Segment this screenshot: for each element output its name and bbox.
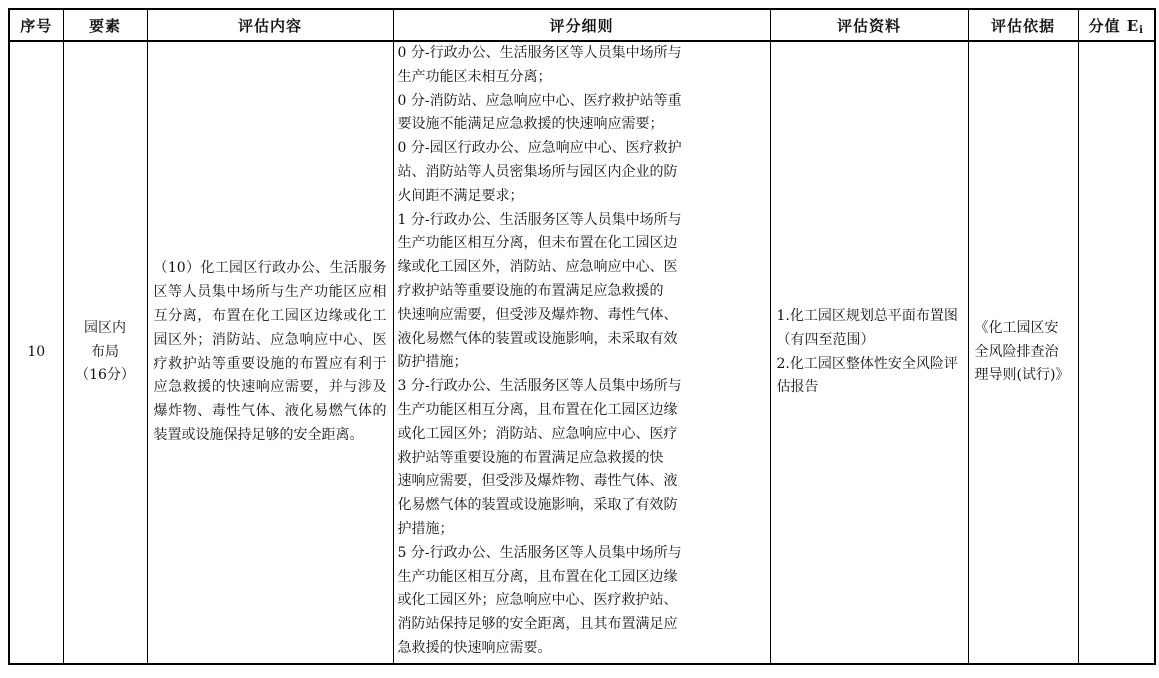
header-element: 要素 <box>63 9 147 41</box>
header-materials: 评估资料 <box>770 9 968 41</box>
header-num: 序号 <box>9 9 63 41</box>
rules-line: 或化工园区外；消防站、应急响应中心、医疗 <box>397 425 678 442</box>
rules-line: 0 分-行政办公、生活服务区等人员集中场所与 <box>397 45 682 61</box>
assessment-table-container <box>8 8 1156 665</box>
rules-line: 速响应需要，但受涉及爆炸物、毒性气体、液 <box>397 473 678 490</box>
rules-line: 救护站等重要设施的布置满足应急救援的快 <box>397 449 664 466</box>
rules-line: 生产功能区相互分离，且布置在化工园区边缘 <box>397 568 678 585</box>
rules-line: 要设施不能满足应急救援的快速响应需要； <box>397 116 664 133</box>
rules-line: 3 分-行政办公、生活服务区等人员集中场所与 <box>397 378 682 395</box>
rules-line: 防护措施； <box>397 354 468 371</box>
rules-line: 缘或化工园区外，消防站、应急响应中心、医 <box>397 259 678 276</box>
rules-line: 生产功能区相互分离，且布置在化工园区边缘 <box>397 401 678 418</box>
element-line-1: 园区内 <box>84 319 126 336</box>
rules-line: 化易燃气体的装置或设施影响，采取了有效防 <box>397 497 678 514</box>
header-row <box>9 9 1155 41</box>
rules-line: 1 分-行政办公、生活服务区等人员集中场所与 <box>397 211 682 228</box>
header-score <box>1078 9 1155 41</box>
header-basis: 评估依据 <box>968 9 1078 41</box>
rules-line: 护措施； <box>397 520 454 537</box>
rules-line: 生产功能区相互分离，但未布置在化工园区边 <box>397 235 678 252</box>
rules-list <box>398 42 766 661</box>
cell-element <box>63 41 147 664</box>
element-line-3: （16分） <box>75 367 135 384</box>
rules-line: 0 分-消防站、应急响应中心、医疗救护站等重 <box>397 92 682 109</box>
assessment-table <box>8 8 1156 665</box>
materials-item-1: 1.化工园区规划总平面布置图（有四至范围） <box>776 307 958 348</box>
rules-line: 5 分-行政办公、生活服务区等人员集中场所与 <box>397 544 682 561</box>
rules-line: 站、消防站等人员密集场所与园区内企业的防 <box>397 163 678 180</box>
rules-line: 火间距不满足要求； <box>397 187 524 204</box>
cell-rules <box>393 41 770 664</box>
rules-line: 急救援的快速响应需要。 <box>397 639 552 656</box>
rules-line: 消防站保持足够的安全距离，且其布置满足应 <box>397 616 678 633</box>
element-line-2: 布局 <box>91 343 119 360</box>
cell-materials <box>770 41 968 664</box>
rules-line: 疗救护站等重要设施的布置满足应急救援的 <box>397 282 664 299</box>
header-score-main: 分值 E <box>1088 16 1140 35</box>
header-score-sub: i <box>1139 24 1144 36</box>
materials-item-2: 2.化工园区整体性安全风险评估报告 <box>776 355 958 396</box>
table-row <box>9 41 1155 664</box>
cell-score <box>1078 41 1155 664</box>
header-content: 评估内容 <box>147 9 393 41</box>
cell-content: （10）化工园区行政办公、生活服务区等人员集中场所与生产功能区应相互分离，布置在化工园区边缘或化工园区外；消防站、应急响应中心、医疗救护站等重要设施的布置应有利于应急救援的快速响应需要，并与涉及爆炸物、毒性气体、液化易燃气体的装置或设施保持足够的安全距离。 <box>147 41 393 664</box>
rules-line: 0 分-园区行政办公、应急响应中心、医疗救护 <box>397 140 682 157</box>
rules-line: 快速响应需要，但受涉及爆炸物、毒性气体、 <box>397 306 678 323</box>
header-rules: 评分细则 <box>393 9 770 41</box>
rules-line: 生产功能区未相互分离； <box>397 68 552 85</box>
cell-num: 10 <box>9 41 63 664</box>
rules-line: 或化工园区外；应急响应中心、医疗救护站、 <box>397 592 678 609</box>
rules-line: 液化易燃气体的装置或设施影响，未采取有效 <box>397 330 678 347</box>
cell-basis: 《化工园区安全风险排查治理导则(试行)》 <box>968 41 1078 664</box>
